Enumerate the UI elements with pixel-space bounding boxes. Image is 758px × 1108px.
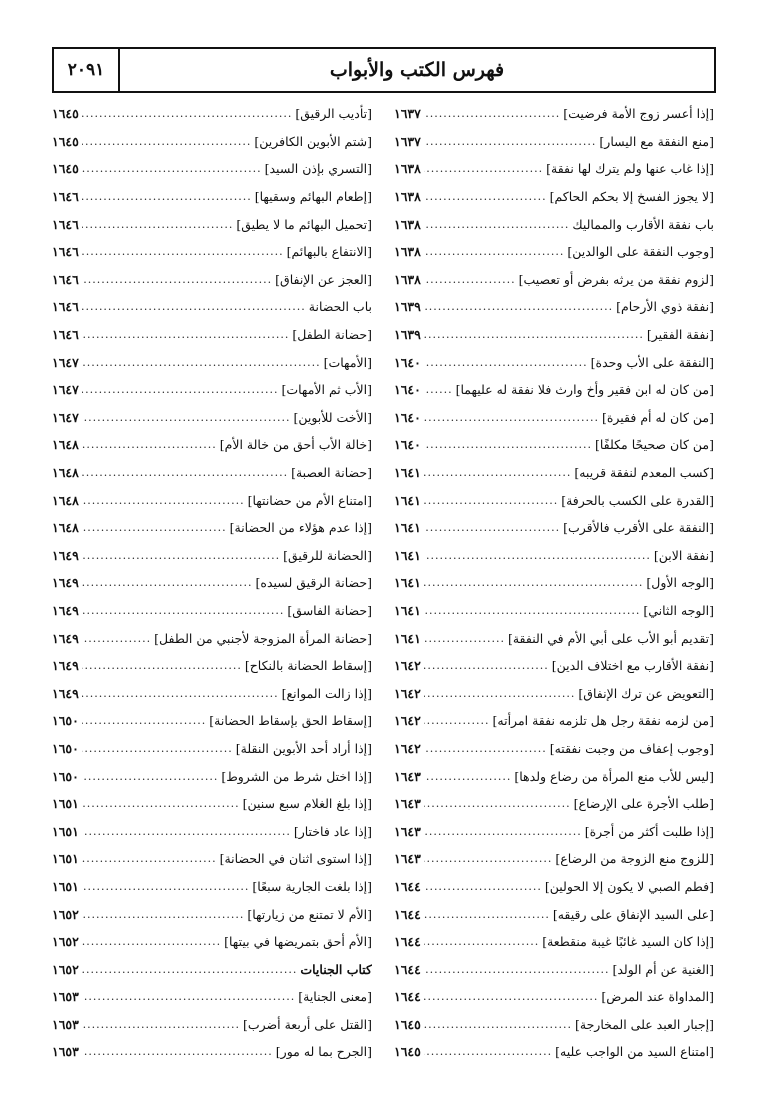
entry-page-number: ١٦٥٣: [52, 1016, 79, 1032]
index-entry: [394, 679, 714, 707]
dot-leader: [82, 300, 306, 313]
index-entry: [52, 1038, 372, 1066]
index-entry: [52, 873, 372, 901]
entry-title: [وجوب النفقة على الوالدين]: [567, 244, 714, 260]
entry-title: [وجوب إعفاف من وجبت نفقته]: [549, 740, 714, 756]
index-entry: [52, 514, 372, 542]
index-entry: [394, 624, 714, 652]
entry-title: [إسقاط الحضانة بالنكاح]: [244, 658, 372, 674]
dot-leader: [424, 273, 516, 286]
entry-page-number: ١٦٤٢: [394, 685, 421, 701]
entry-title: [كسب المعدم لنفقة قريبه]: [574, 465, 714, 481]
index-entry: [394, 293, 714, 321]
dot-leader: [424, 1018, 572, 1031]
index-entry: [394, 597, 714, 625]
entry-title: [الأخت للأبوين]: [293, 409, 372, 425]
entry-page-number: ١٦٤٩: [52, 602, 79, 618]
entry-title: [منع النفقة مع اليسار]: [599, 133, 714, 149]
dot-leader: [82, 411, 291, 424]
index-entry: [52, 817, 372, 845]
index-entry: [394, 983, 714, 1011]
index-entry: [52, 735, 372, 763]
entry-page-number: ١٦٤٧: [52, 409, 79, 425]
entry-title: [إذا بلغت الجارية سبعًا]: [252, 878, 372, 894]
entry-title: [من كان له ابن فقير وأخ وارث فلا نفقة له عليهما]: [455, 382, 714, 398]
entry-title: [الأم لا تمتنع من زيارتها]: [247, 906, 372, 922]
index-entry: [52, 955, 372, 983]
index-entry: [52, 983, 372, 1011]
dot-leader: [82, 687, 279, 700]
entry-title: [إذا عدم هؤلاء من الحضانة]: [229, 520, 372, 536]
dot-leader: [82, 135, 251, 148]
index-entry: [394, 376, 714, 404]
page-header: [52, 47, 716, 93]
index-entry: [394, 514, 714, 542]
index-entry: [52, 679, 372, 707]
dot-leader: [82, 521, 227, 534]
entry-page-number: ١٦٥١: [52, 823, 79, 839]
dot-leader: [82, 245, 284, 258]
entry-title: [حضانة الفاسق]: [287, 602, 372, 618]
index-entry: [394, 817, 714, 845]
index-entry: [52, 1011, 372, 1039]
entry-title: [لزوم نفقة من يرثه بفرض أو تعصيب]: [518, 271, 714, 287]
entry-title: [خالة الأب أحق من خالة الأم]: [219, 437, 372, 453]
entry-page-number: ١٦٣٨: [394, 216, 421, 232]
dot-leader: [424, 852, 553, 865]
page-title: فهرس الكتب والأبواب: [329, 59, 505, 81]
dot-leader: [424, 438, 592, 451]
entry-page-number: ١٦٥١: [52, 878, 79, 894]
dot-leader: [424, 908, 550, 921]
entry-title: [القدرة على الكسب بالحرفة]: [561, 492, 714, 508]
dot-leader: [82, 714, 206, 727]
dot-leader: [82, 218, 233, 231]
index-entry: [52, 321, 372, 349]
index-entry: [394, 900, 714, 928]
dot-leader: [424, 990, 599, 1003]
index-entry: [52, 183, 372, 211]
index-entry: [394, 183, 714, 211]
index-entry: [52, 652, 372, 680]
dot-leader: [424, 300, 613, 313]
index-entry: [394, 1011, 714, 1039]
index-entry: [394, 1038, 714, 1066]
entry-title: [امتناع الأم من حضانتها]: [247, 492, 372, 508]
entry-page-number: ١٦٤١: [394, 575, 421, 591]
entry-title: [الوجه الأول]: [646, 575, 714, 591]
entry-page-number: ١٦٤٨: [52, 492, 79, 508]
entry-page-number: ١٦٤٨: [52, 465, 79, 481]
entry-page-number: ١٦٥١: [52, 851, 79, 867]
entry-page-number: ١٦٤٩: [52, 685, 79, 701]
entry-title: [من كان له أم فقيرة]: [601, 409, 714, 425]
dot-leader: [82, 1045, 273, 1058]
entry-page-number: ١٦٤٠: [394, 437, 421, 453]
dot-leader: [424, 521, 560, 534]
entry-page-number: ١٦٤٩: [52, 575, 79, 591]
index-entry: [394, 845, 714, 873]
entry-page-number: ١٦٥٢: [52, 934, 79, 950]
index-entry: [394, 762, 714, 790]
index-entry: [52, 845, 372, 873]
entry-page-number: ١٦٤٥: [394, 1016, 421, 1032]
entry-title: [الوجه الثاني]: [643, 602, 714, 618]
index-entry: [394, 100, 714, 128]
entry-page-number: ١٦٤٤: [394, 934, 421, 950]
entry-page-number: ١٦٤٦: [52, 244, 79, 260]
index-entry: [52, 348, 372, 376]
index-entry: [52, 569, 372, 597]
entry-page-number: ١٦٤٥: [52, 133, 79, 149]
dot-leader: [82, 935, 221, 948]
dot-leader: [424, 659, 549, 672]
entry-title: [نفقة الأقارب مع اختلاف الدين]: [551, 658, 714, 674]
entry-page-number: ١٦٤٥: [394, 1044, 421, 1060]
entry-page-number: ١٦٤٣: [394, 851, 421, 867]
index-entry: [52, 900, 372, 928]
entry-title: [الجرح بما له مور]: [275, 1044, 372, 1060]
dot-leader: [424, 107, 560, 120]
index-entry: [52, 542, 372, 570]
dot-leader: [82, 190, 252, 203]
index-entry: [52, 762, 372, 790]
entry-title: [إجبار العبد على المخارجة]: [574, 1016, 714, 1032]
entry-title: [شتم الأبوين الكافرين]: [254, 133, 372, 149]
entry-page-number: ١٦٤٤: [394, 906, 421, 922]
entry-title: [للزوج منع الزوجة من الرضاع]: [555, 851, 714, 867]
entry-title: [نفقة الابن]: [653, 547, 714, 563]
entry-title: [المداواة عند المرض]: [601, 989, 714, 1005]
entry-page-number: ١٦٤٩: [52, 547, 79, 563]
entry-title: [إذا غاب عنها ولم يترك لها نفقة]: [546, 161, 714, 177]
entry-title: [الأم أحق بتمريضها في بيتها]: [224, 934, 372, 950]
index-column-right: [394, 100, 714, 1066]
dot-leader: [82, 466, 288, 479]
dot-leader: [424, 383, 453, 396]
entry-page-number: ١٦٤٧: [52, 354, 79, 370]
index-entry: [52, 790, 372, 818]
dot-leader: [82, 1018, 240, 1031]
entry-page-number: ١٦٤٠: [394, 409, 421, 425]
entry-page-number: ١٦٤٤: [394, 961, 421, 977]
dot-leader: [424, 1045, 552, 1058]
index-entry: [52, 376, 372, 404]
dot-leader: [82, 328, 290, 341]
dot-leader: [424, 825, 582, 838]
entry-title: [حضانة العصبة]: [291, 465, 372, 481]
entry-page-number: ١٦٥٣: [52, 1044, 79, 1060]
index-entry: [394, 238, 714, 266]
entry-title: [إذا عاد فاختار]: [293, 823, 372, 839]
dot-leader: [82, 797, 240, 810]
index-entry: [52, 624, 372, 652]
entry-page-number: ١٦٤٠: [394, 382, 421, 398]
entry-page-number: ١٦٣٧: [394, 106, 421, 122]
entry-title: [إذا استوى اثنان في الحضانة]: [219, 851, 372, 867]
entry-page-number: ١٦٣٨: [394, 189, 421, 205]
entry-page-number: ١٦٤٥: [52, 106, 79, 122]
entry-title: [تحميل البهائم ما لا يطيق]: [236, 216, 372, 232]
index-entry: [52, 266, 372, 294]
index-entry: [52, 293, 372, 321]
entry-page-number: ١٦٤٢: [394, 713, 421, 729]
entry-title: [لا يجوز الفسخ إلا بحكم الحاكم]: [549, 189, 714, 205]
entry-title: [الأب ثم الأمهات]: [281, 382, 372, 398]
index-entry: [394, 266, 714, 294]
entry-title: [إسقاط الحق بإسقاط الحضانة]: [209, 713, 372, 729]
entry-title: [الغنية عن أم الولد]: [612, 961, 714, 977]
dot-leader: [424, 466, 571, 479]
dot-leader: [82, 604, 285, 617]
dot-leader: [82, 659, 242, 672]
entry-title: [إذا أعسر زوج الأمة فرضيت]: [563, 106, 714, 122]
entry-title: [إذا زالت الموانع]: [281, 685, 372, 701]
dot-leader: [82, 494, 245, 507]
entry-title: باب نفقة الأقارب والمماليك: [572, 216, 714, 232]
entry-page-number: ١٦٤٩: [52, 658, 79, 674]
dot-leader: [424, 494, 558, 507]
entry-title: [حضانة الطفل]: [292, 327, 372, 343]
index-entry: [394, 735, 714, 763]
dot-leader: [82, 356, 321, 369]
dot-leader: [424, 604, 640, 617]
entry-page-number: ١٦٤٤: [394, 878, 421, 894]
entry-title: [فطم الصبي لا يكون إلا الحولين]: [544, 878, 714, 894]
dot-leader: [82, 908, 245, 921]
entry-page-number: ١٦٥١: [52, 796, 79, 812]
dot-leader: [424, 963, 610, 976]
index-entry: [394, 404, 714, 432]
entry-page-number: ١٦٣٩: [394, 299, 421, 315]
entry-page-number: ١٦٤٤: [394, 989, 421, 1005]
entry-page-number: ١٦٥٠: [52, 768, 79, 784]
entry-title: [نفقة الفقير]: [646, 327, 714, 343]
entry-title: [تقديم أبو الأب على أبي الأم في النفقة]: [507, 630, 714, 646]
dot-leader: [424, 742, 547, 755]
dot-leader: [424, 549, 651, 562]
dot-leader: [424, 135, 597, 148]
index-column-left: [52, 100, 372, 1066]
entry-page-number: ١٦٤٠: [394, 354, 421, 370]
entry-title: [القتل على أربعة أضرب]: [242, 1016, 372, 1032]
index-entry: [394, 486, 714, 514]
dot-leader: [424, 935, 539, 948]
dot-leader: [424, 797, 571, 810]
entry-title: [إذا اختل شرط من الشروط]: [221, 768, 372, 784]
entry-page-number: ١٦٥٠: [52, 740, 79, 756]
index-entry: [52, 210, 372, 238]
entry-title: [الحضانة للرقيق]: [283, 547, 372, 563]
index-entry: [394, 873, 714, 901]
index-entry: [52, 597, 372, 625]
entry-title: [إذا أراد أحد الأبوين النقلة]: [235, 740, 372, 756]
entry-title: [التعويض عن ترك الإنفاق]: [578, 685, 714, 701]
entry-page-number: ١٦٥٠: [52, 713, 79, 729]
dot-leader: [424, 770, 512, 783]
index-entry: [394, 459, 714, 487]
dot-leader: [424, 218, 569, 231]
entry-title: [إطعام البهائم وسقيها]: [254, 189, 372, 205]
entry-page-number: ١٦٤١: [394, 492, 421, 508]
entry-page-number: ١٦٤٩: [52, 630, 79, 646]
entry-title: كتاب الجنايات: [300, 961, 372, 977]
dot-leader: [424, 162, 543, 175]
entry-page-number: ١٦٤٢: [394, 658, 421, 674]
index-entry: [394, 569, 714, 597]
entry-page-number: ١٦٣٨: [394, 244, 421, 260]
dot-leader: [82, 770, 218, 783]
dot-leader: [82, 852, 217, 865]
entry-title: [على السيد الإنفاق على رقيقه]: [552, 906, 714, 922]
entry-title: [طلب الأجرة على الإرضاع]: [573, 796, 714, 812]
dot-leader: [82, 632, 151, 645]
entry-title: [من كان صحيحًا مكلفًا]: [594, 437, 714, 453]
entry-page-number: ١٦٣٨: [394, 161, 421, 177]
entry-page-number: ١٦٤٦: [52, 189, 79, 205]
entry-page-number: ١٦٤١: [394, 465, 421, 481]
entry-page-number: ١٦٤١: [394, 630, 421, 646]
entry-page-number: ١٦٤٣: [394, 768, 421, 784]
entry-title: [حضانة الرقيق لسيده]: [255, 575, 372, 591]
dot-leader: [424, 328, 644, 341]
index-entry: [52, 486, 372, 514]
entry-title: [إذا بلغ الغلام سبع سنين]: [242, 796, 372, 812]
dot-leader: [424, 714, 490, 727]
dot-leader: [424, 576, 644, 589]
entry-title: [الانتفاع بالبهائم]: [286, 244, 372, 260]
entry-title: [نفقة ذوي الأرحام]: [616, 299, 714, 315]
dot-leader: [82, 880, 250, 893]
dot-leader: [82, 825, 291, 838]
entry-title: [النفقة على الأب وحدة]: [590, 354, 714, 370]
entry-page-number: ١٦٥٣: [52, 989, 79, 1005]
entry-page-number: ١٦٤٣: [394, 823, 421, 839]
entry-title: باب الحضانة: [308, 299, 372, 315]
dot-leader: [424, 411, 599, 424]
index-entry: [394, 790, 714, 818]
entry-title: [التسري بإذن السيد]: [264, 161, 372, 177]
dot-leader: [82, 273, 272, 286]
index-entry: [52, 238, 372, 266]
entry-page-number: ١٦٤٦: [52, 271, 79, 287]
index-entry: [394, 128, 714, 156]
index-entry: [52, 431, 372, 459]
page-number: ٢٠٩١: [54, 49, 120, 91]
entry-page-number: ١٦٤٣: [394, 796, 421, 812]
dot-leader: [82, 963, 298, 976]
index-entry: [52, 707, 372, 735]
entry-page-number: ١٦٣٨: [394, 271, 421, 287]
entry-title: [حضانة المرأة المزوجة لأجنبي من الطفل]: [154, 630, 372, 646]
index-entry: [394, 155, 714, 183]
index-entry: [394, 652, 714, 680]
index-entry: [394, 928, 714, 956]
entry-page-number: ١٦٤٧: [52, 382, 79, 398]
entry-title: [العجز عن الإنفاق]: [275, 271, 372, 287]
entry-title: [تأديب الرقيق]: [295, 106, 372, 122]
index-entry: [394, 321, 714, 349]
entry-page-number: ١٦٥٢: [52, 961, 79, 977]
dot-leader: [424, 245, 564, 258]
entry-title: [إذا طلبت أكثر من أجرة]: [584, 823, 714, 839]
index-entry: [52, 100, 372, 128]
entry-page-number: ١٦٤١: [394, 602, 421, 618]
entry-title: [النفقة على الأقرب فالأقرب]: [563, 520, 714, 536]
entry-page-number: ١٦٣٧: [394, 133, 421, 149]
dot-leader: [424, 687, 576, 700]
entry-title: [معنى الجناية]: [298, 989, 372, 1005]
entry-page-number: ١٦٤٦: [52, 216, 79, 232]
index-entry: [52, 928, 372, 956]
entry-page-number: ١٦٤١: [394, 547, 421, 563]
dot-leader: [424, 632, 505, 645]
entry-page-number: ١٦٤٨: [52, 520, 79, 536]
index-entry: [394, 431, 714, 459]
entry-title: [الأمهات]: [323, 354, 372, 370]
dot-leader: [424, 356, 588, 369]
entry-page-number: ١٦٤٨: [52, 437, 79, 453]
entry-page-number: ١٦٤٢: [394, 740, 421, 756]
dot-leader: [82, 107, 292, 120]
entry-page-number: ١٦٤٦: [52, 299, 79, 315]
entry-title: [من لزمه نفقة رجل هل تلزمه نفقة امرأته]: [492, 713, 714, 729]
entry-page-number: ١٦٣٩: [394, 327, 421, 343]
index-entry: [394, 348, 714, 376]
dot-leader: [424, 190, 547, 203]
index-entry: [394, 210, 714, 238]
dot-leader: [82, 383, 279, 396]
index-entry: [394, 542, 714, 570]
entry-page-number: ١٦٤٦: [52, 327, 79, 343]
dot-leader: [82, 162, 262, 175]
entry-title: [امتناع السيد من الواجب عليه]: [555, 1044, 714, 1060]
entry-title: [إذا كان السيد غائبًا غيبة منقطعة]: [542, 934, 714, 950]
dot-leader: [82, 549, 280, 562]
dot-leader: [424, 880, 542, 893]
index-entry: [52, 128, 372, 156]
index-entry: [52, 404, 372, 432]
entry-page-number: ١٦٤٥: [52, 161, 79, 177]
dot-leader: [82, 438, 217, 451]
dot-leader: [82, 742, 233, 755]
entry-page-number: ١٦٤١: [394, 520, 421, 536]
index-entry: [52, 155, 372, 183]
index-entry: [394, 955, 714, 983]
dot-leader: [82, 990, 295, 1003]
index-entry: [394, 707, 714, 735]
dot-leader: [82, 576, 253, 589]
index-entry: [52, 459, 372, 487]
entry-page-number: ١٦٥٢: [52, 906, 79, 922]
entry-title: [ليس للأب منع المرأة من رضاع ولدها]: [514, 768, 714, 784]
